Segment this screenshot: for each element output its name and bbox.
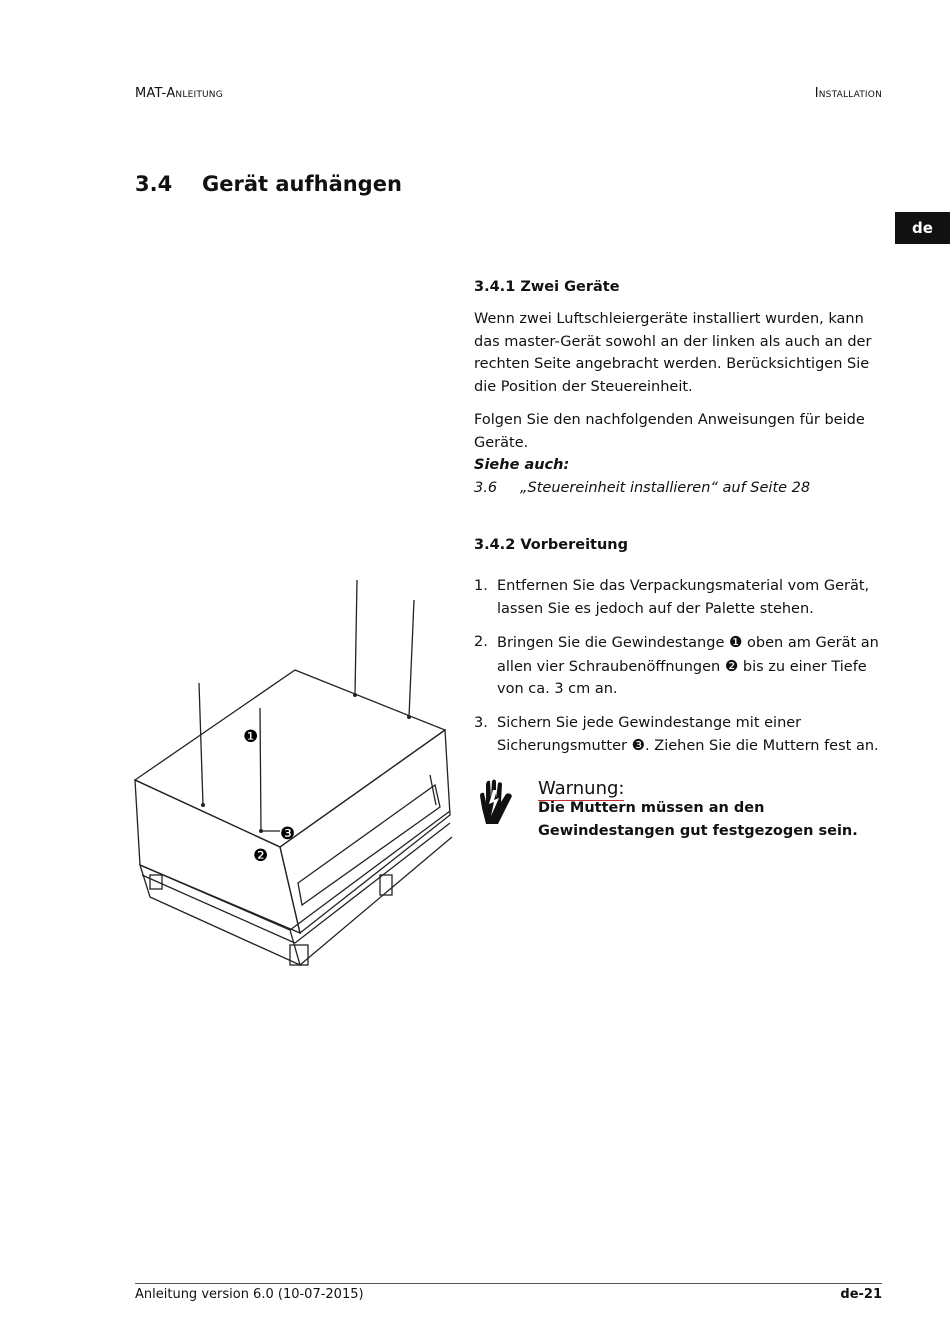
list-item: 3. Sichern Sie jede Gewindestange mit einer Sicherungsmutter ❸. Ziehen Sie die Muttern fest an. [474, 714, 879, 754]
section-title: 3.4 Gerät aufhängen [135, 172, 402, 196]
subsection-two-devices [474, 276, 886, 299]
para-follow [474, 409, 886, 454]
footer-version: Anleitung version 6.0 (10-07-2015) [135, 1287, 364, 1302]
subsection-title-two-devices: 3.4.1 Zwei Geräte [474, 279, 620, 295]
list-item: 2. Bringen Sie die Gewindestange ❶ oben am Gerät an allen vier Schraubenöffnungen ❷ bis zu einer Tiefe von ca. 3 cm an. [474, 633, 879, 697]
steps-list [474, 575, 886, 769]
para-two-devices [474, 308, 886, 398]
figure-label-2: ❷ [253, 846, 269, 866]
figure-label-3: ❸ [280, 824, 296, 844]
paragraph: Folgen Sie den nachfolgenden Anweisungen für beide Geräte. [474, 412, 865, 451]
see-also-label: Siehe auch: [474, 457, 570, 473]
figure-label-1: ❶ [243, 727, 259, 747]
page-number: de-21 [840, 1287, 882, 1302]
warning-hand-icon [476, 778, 518, 826]
running-header-right: Installation [814, 86, 882, 101]
device-illustration [130, 575, 460, 975]
see-also [474, 454, 886, 499]
subsection-title-preparation: 3.4.2 Vorbereitung [474, 537, 628, 553]
subsection-preparation [474, 534, 886, 557]
list-item: 1. Entfernen Sie das Verpackungsmaterial vom Gerät, lassen Sie es jedoch auf der Palette stehen. [474, 578, 870, 617]
paragraph: Wenn zwei Luftschleiergeräte installiert wurden, kann das master-Gerät sowohl an der linken als auch an der rechten Seite angebracht werden. Berücksichtigen Sie die Position der Steuereinheit. [474, 311, 872, 395]
footer-divider [135, 1283, 882, 1284]
running-header-left: MAT-Anleitung [135, 86, 223, 101]
language-tab: de [895, 212, 950, 244]
warning-title: Warnung: [538, 778, 625, 799]
see-also-link[interactable]: 3.6 „Steuereinheit installieren“ auf Seite 28 [474, 479, 811, 496]
warning-text: Die Muttern müssen an den Gewindestangen gut festgezogen sein. [538, 800, 858, 839]
